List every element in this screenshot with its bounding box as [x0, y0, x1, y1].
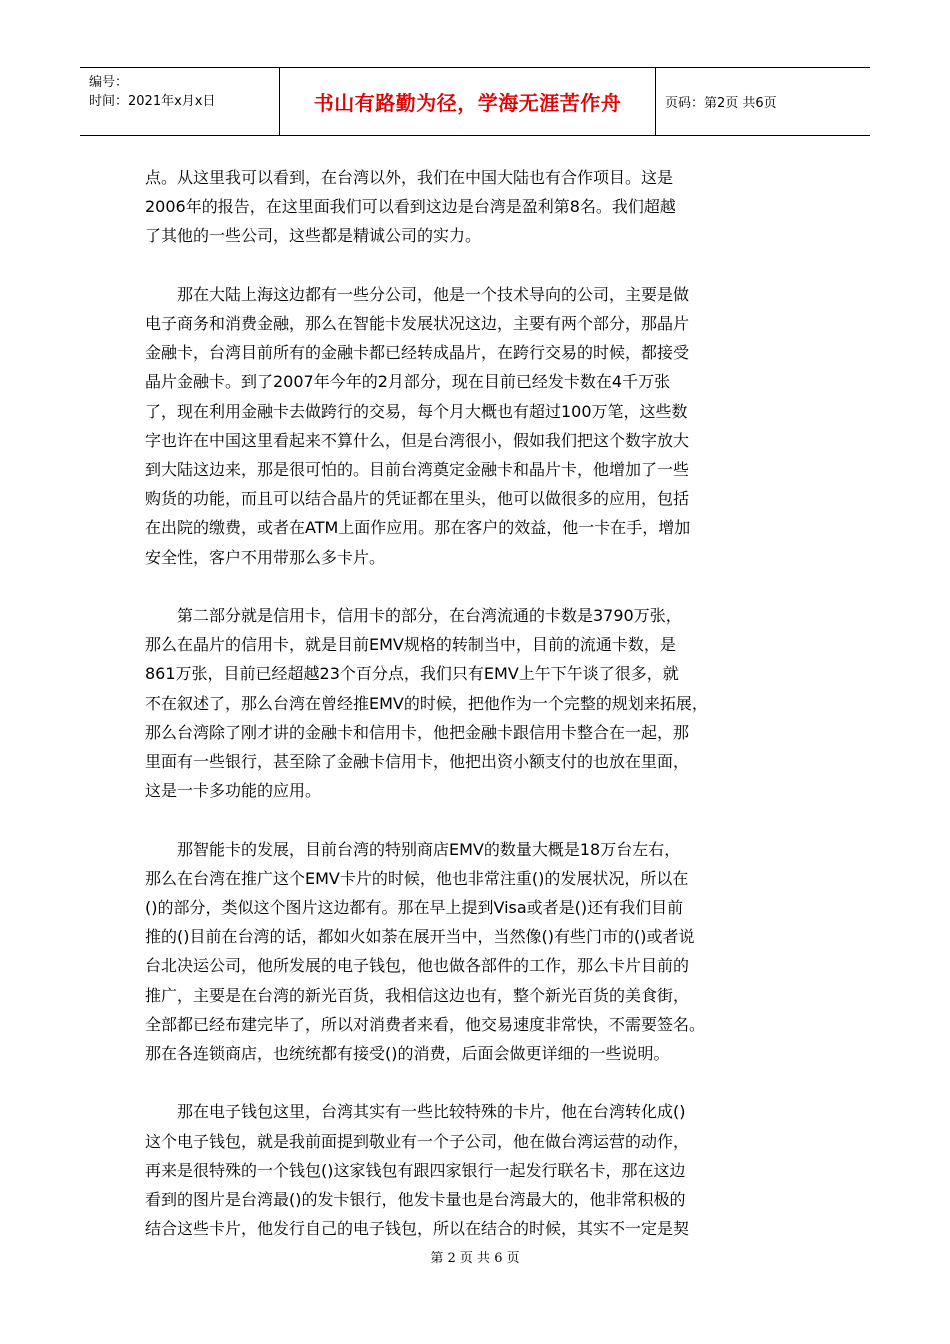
- header-motto: 书山有路勤为径，学海无涯苦作舟: [280, 68, 656, 135]
- document-number-label: 编号：: [89, 75, 129, 90]
- body-paragraph: 第二部分就是信用卡，信用卡的部分，在台湾流通的卡数是3790万张， 那么在晶片的信用卡，就是目前EMV规格的转制当中，目前的流通卡数，是 861万张，目前已经超越23个百分点，我们只有EMV上午下午谈了很多，就 不在叙述了，那么台湾在曾经推EMV的时候，把他作为一个完整的规划来拓展， 那么台湾除了刚才讲的金融卡和信用卡，他把金融卡跟信用卡整合在一起，那 里面有一些银行，甚至除了金融卡信用卡，他把出资小额支付的也放在里面， 这是一卡多功能的应用。: [145, 606, 708, 801]
- document-body: [145, 163, 825, 1273]
- body-paragraph: 那在电子钱包这里，台湾其实有一些比较特殊的卡片，他在台湾转化成() 这个电子钱包，就是我前面提到敬业有一个子公司，他在做台湾运营的动作， 再来是很特殊的一个钱包()这家钱包有跟四家银行一起发行联名卡，那在这边 看到的图片是台湾最()的发卡银行，他发卡量也是台湾最大的，他非常积极的 结合这些卡片，他发行自己的电子钱包，所以在结合的时候，其实不一定是契: [145, 1102, 690, 1239]
- body-paragraph: 那智能卡的发展，目前台湾的特别商店EMV的数量大概是18万台左右， 那么在台湾在推广这个EMV卡片的时候，他也非常注重()的发展状况，所以在 ()的部分，类似这个图片这边都有。那在早上提到Visa或者是()还有我们目前 推的()目前在台湾的话，都如火如荼在展开当中，当然像()有些门市的()或者说 台北决运公司，他所发展的电子钱包，他也做各部件的工作，那么卡片目前的 推广，主要是在台湾的新光百货，我相信这边也有，整个新光百货的美食街， 全部都已经布建完毕了，所以对消费者来看，他交易速度非常快，不需要签名。 那在各连锁商店，也统统都有接受()的消费，后面会做更详细的一些说明。: [145, 839, 706, 1064]
- body-paragraph: 那在大陆上海这边都有一些分公司，他是一个技术导向的公司，主要是做 电子商务和消费金融，那么在智能卡发展状况这边，主要有两个部分，那晶片 金融卡，台湾目前所有的金融卡都已经转成晶片，在跨行交易的时候，都接受 晶片金融卡。到了2007年今年的2月部分，现在目前已经发卡数在4千万张 了，现在利用金融卡去做跨行的交易，每个月大概也有超过100万笔，这些数 字也许在中国这里看起来不算什么，但是台湾很小，假如我们把这个数字放大 到大陆这边来，那是很可怕的。目前台湾奠定金融卡和晶片卡，他增加了一些 购货的功能，而且可以结合晶片的凭证都在里头，他可以做很多的应用，包括 在出院的缴费，或者在ATM上面作应用。那在客户的效益，他一卡在手，增加 安全性，客户不用带那么多卡片。: [145, 284, 691, 567]
- header-page-info: 页码：第2页 共6页: [665, 96, 777, 111]
- page-footer: 第 2 页 共 6 页: [430, 1251, 520, 1266]
- header-meta-cell: [80, 68, 280, 135]
- document-time-label: 时间：2021年x月x日: [89, 94, 216, 109]
- body-paragraph: 点。从这里我可以看到，在台湾以外，我们在中国大陆也有合作项目。这是 2006年的报告，在这里面我们可以看到这边是台湾是盈利第8名。我们超越 了其他的一些公司，这些都是精诚公司的实力。: [145, 168, 676, 246]
- document-header: [80, 67, 870, 136]
